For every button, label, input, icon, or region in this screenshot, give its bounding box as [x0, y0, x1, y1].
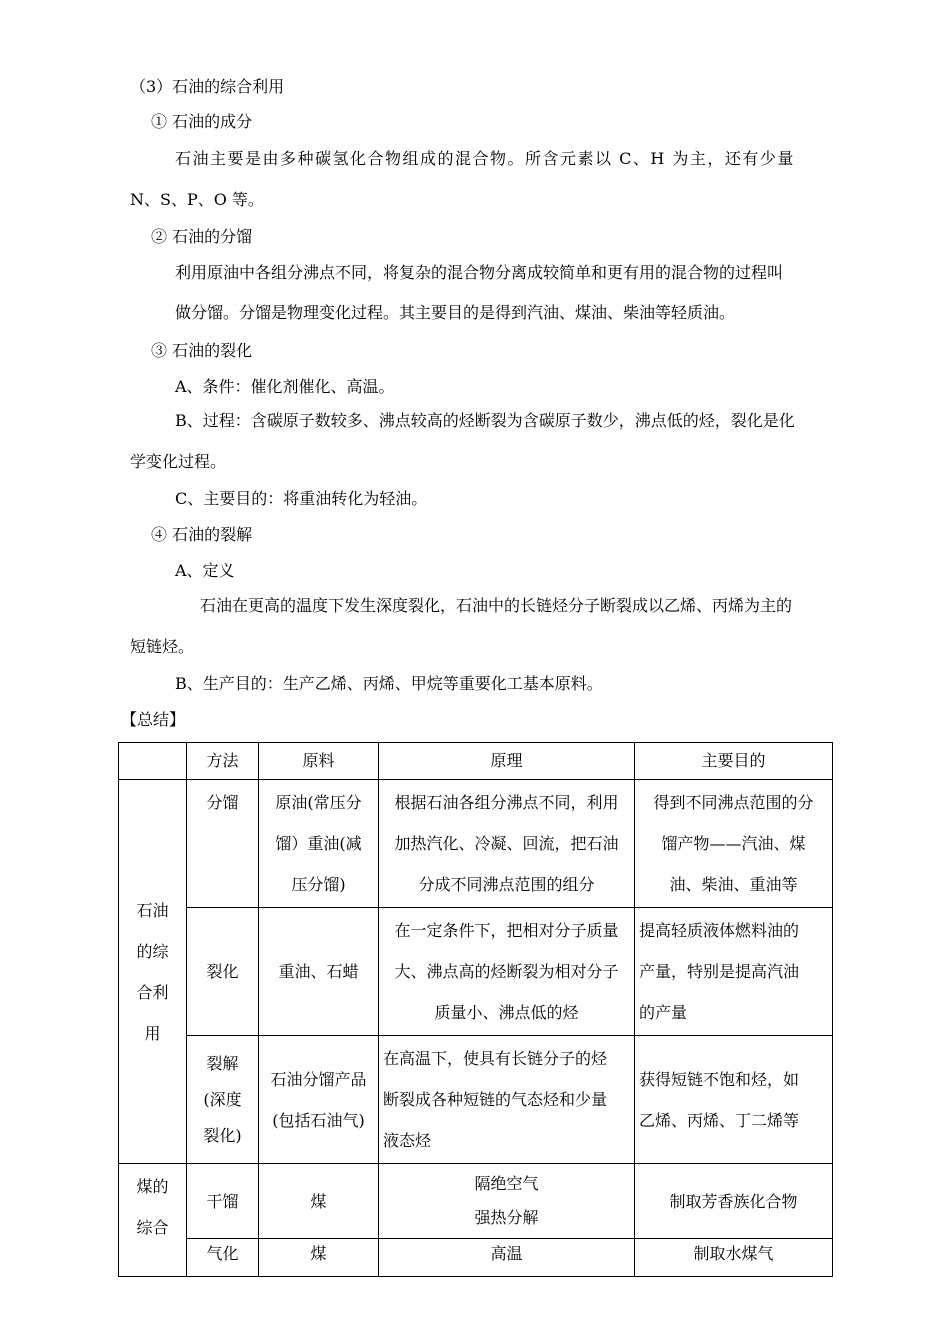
material-cell: 煤 [259, 1239, 379, 1277]
purpose-cell: 制取芳香族化合物 [635, 1164, 833, 1239]
table-header-cell: 主要目的 [635, 743, 833, 780]
table-row [119, 1036, 833, 1164]
subsection-title: ③ 石油的裂化 [151, 341, 253, 360]
table-row [119, 1239, 833, 1277]
purpose-cell: 获得短链不饱和烃，如 乙烯、丙烯、丁二烯等 [635, 1036, 833, 1164]
material-cell: 原油(常压分 馏）重油(减 压分馏) [259, 780, 379, 908]
paragraph-line: 做分馏。分馏是物理变化过程。其主要目的是得到汽油、煤油、柴油等轻质油。 [175, 303, 736, 322]
principle-cell: 高温 [379, 1239, 635, 1277]
purpose-cell: 提高轻质液体燃料油的 产量，特别是提高汽油 的产量 [635, 908, 833, 1036]
principle-cell: 隔绝空气 强热分解 [379, 1164, 635, 1239]
list-item: 石油在更高的温度下发生深度裂化，石油中的长链烃分子断裂成以乙烯、丙烯为主的 [200, 596, 793, 615]
summary-table [118, 742, 833, 1277]
paragraph-line: 利用原油中各组分沸点不同，将复杂的混合物分离成较简单和更有用的混合物的过程叫 [175, 263, 784, 282]
list-item: C、主要目的：将重油转化为轻油。 [175, 489, 428, 508]
table-header-row [119, 743, 833, 780]
principle-cell: 根据石油各组分沸点不同，利用 加热汽化、冷凝、回流，把石油 分成不同沸点范围的组分 [379, 780, 635, 908]
table-header-cell: 方法 [187, 743, 259, 780]
method-cell: 分馏 [187, 780, 259, 908]
group-cell-petroleum: 石油 的综 合利 用 [119, 780, 187, 1164]
subsection-title: ① 石油的成分 [151, 112, 253, 131]
method-cell: 裂化 [187, 908, 259, 1036]
table-header-cell [119, 743, 187, 780]
principle-cell: 在高温下，使具有长链分子的烃 断裂成各种短链的气态烃和少量 液态烃 [379, 1036, 635, 1164]
purpose-cell: 制取水煤气 [635, 1239, 833, 1277]
table-row [119, 908, 833, 1036]
list-item: 学变化过程。 [130, 452, 227, 471]
method-cell: 裂解 (深度 裂化) [187, 1036, 259, 1164]
list-item: A、条件：催化剂催化、高温。 [175, 377, 395, 396]
material-cell: 煤 [259, 1164, 379, 1239]
list-item: B、过程：含碳原子数较多、沸点较高的烃断裂为含碳原子数少，沸点低的烃，裂化是化 [175, 411, 795, 430]
table-row [119, 1164, 833, 1239]
summary-label: 【总结】 [121, 710, 186, 729]
list-item: B、生产目的：生产乙烯、丙烯、甲烷等重要化工基本原料。 [175, 674, 603, 693]
subsection-title: ④ 石油的裂解 [151, 525, 253, 544]
principle-cell: 在一定条件下，把相对分子质量 大、沸点高的烃断裂为相对分子 质量小、沸点低的烃 [379, 908, 635, 1036]
material-cell: 石油分馏产品 (包括石油气) [259, 1036, 379, 1164]
subsection-title: ② 石油的分馏 [151, 227, 253, 246]
table-header-cell: 原料 [259, 743, 379, 780]
method-cell: 气化 [187, 1239, 259, 1277]
list-item: 短链烃。 [130, 637, 195, 656]
group-cell-coal: 煤的 综合 [119, 1164, 187, 1277]
list-item: A、定义 [175, 561, 235, 580]
paragraph-line: N、S、P、O 等。 [130, 190, 264, 209]
section-heading: （3）石油的综合利用 [130, 77, 285, 96]
paragraph-line: 石油主要是由多种碳氢化合物组成的混合物。所含元素以 C、H 为主，还有少量 [175, 149, 795, 168]
method-cell: 干馏 [187, 1164, 259, 1239]
purpose-cell: 得到不同沸点范围的分 馏产物——汽油、煤 油、柴油、重油等 [635, 780, 833, 908]
table-row [119, 780, 833, 908]
material-cell: 重油、石蜡 [259, 908, 379, 1036]
table-header-cell: 原理 [379, 743, 635, 780]
